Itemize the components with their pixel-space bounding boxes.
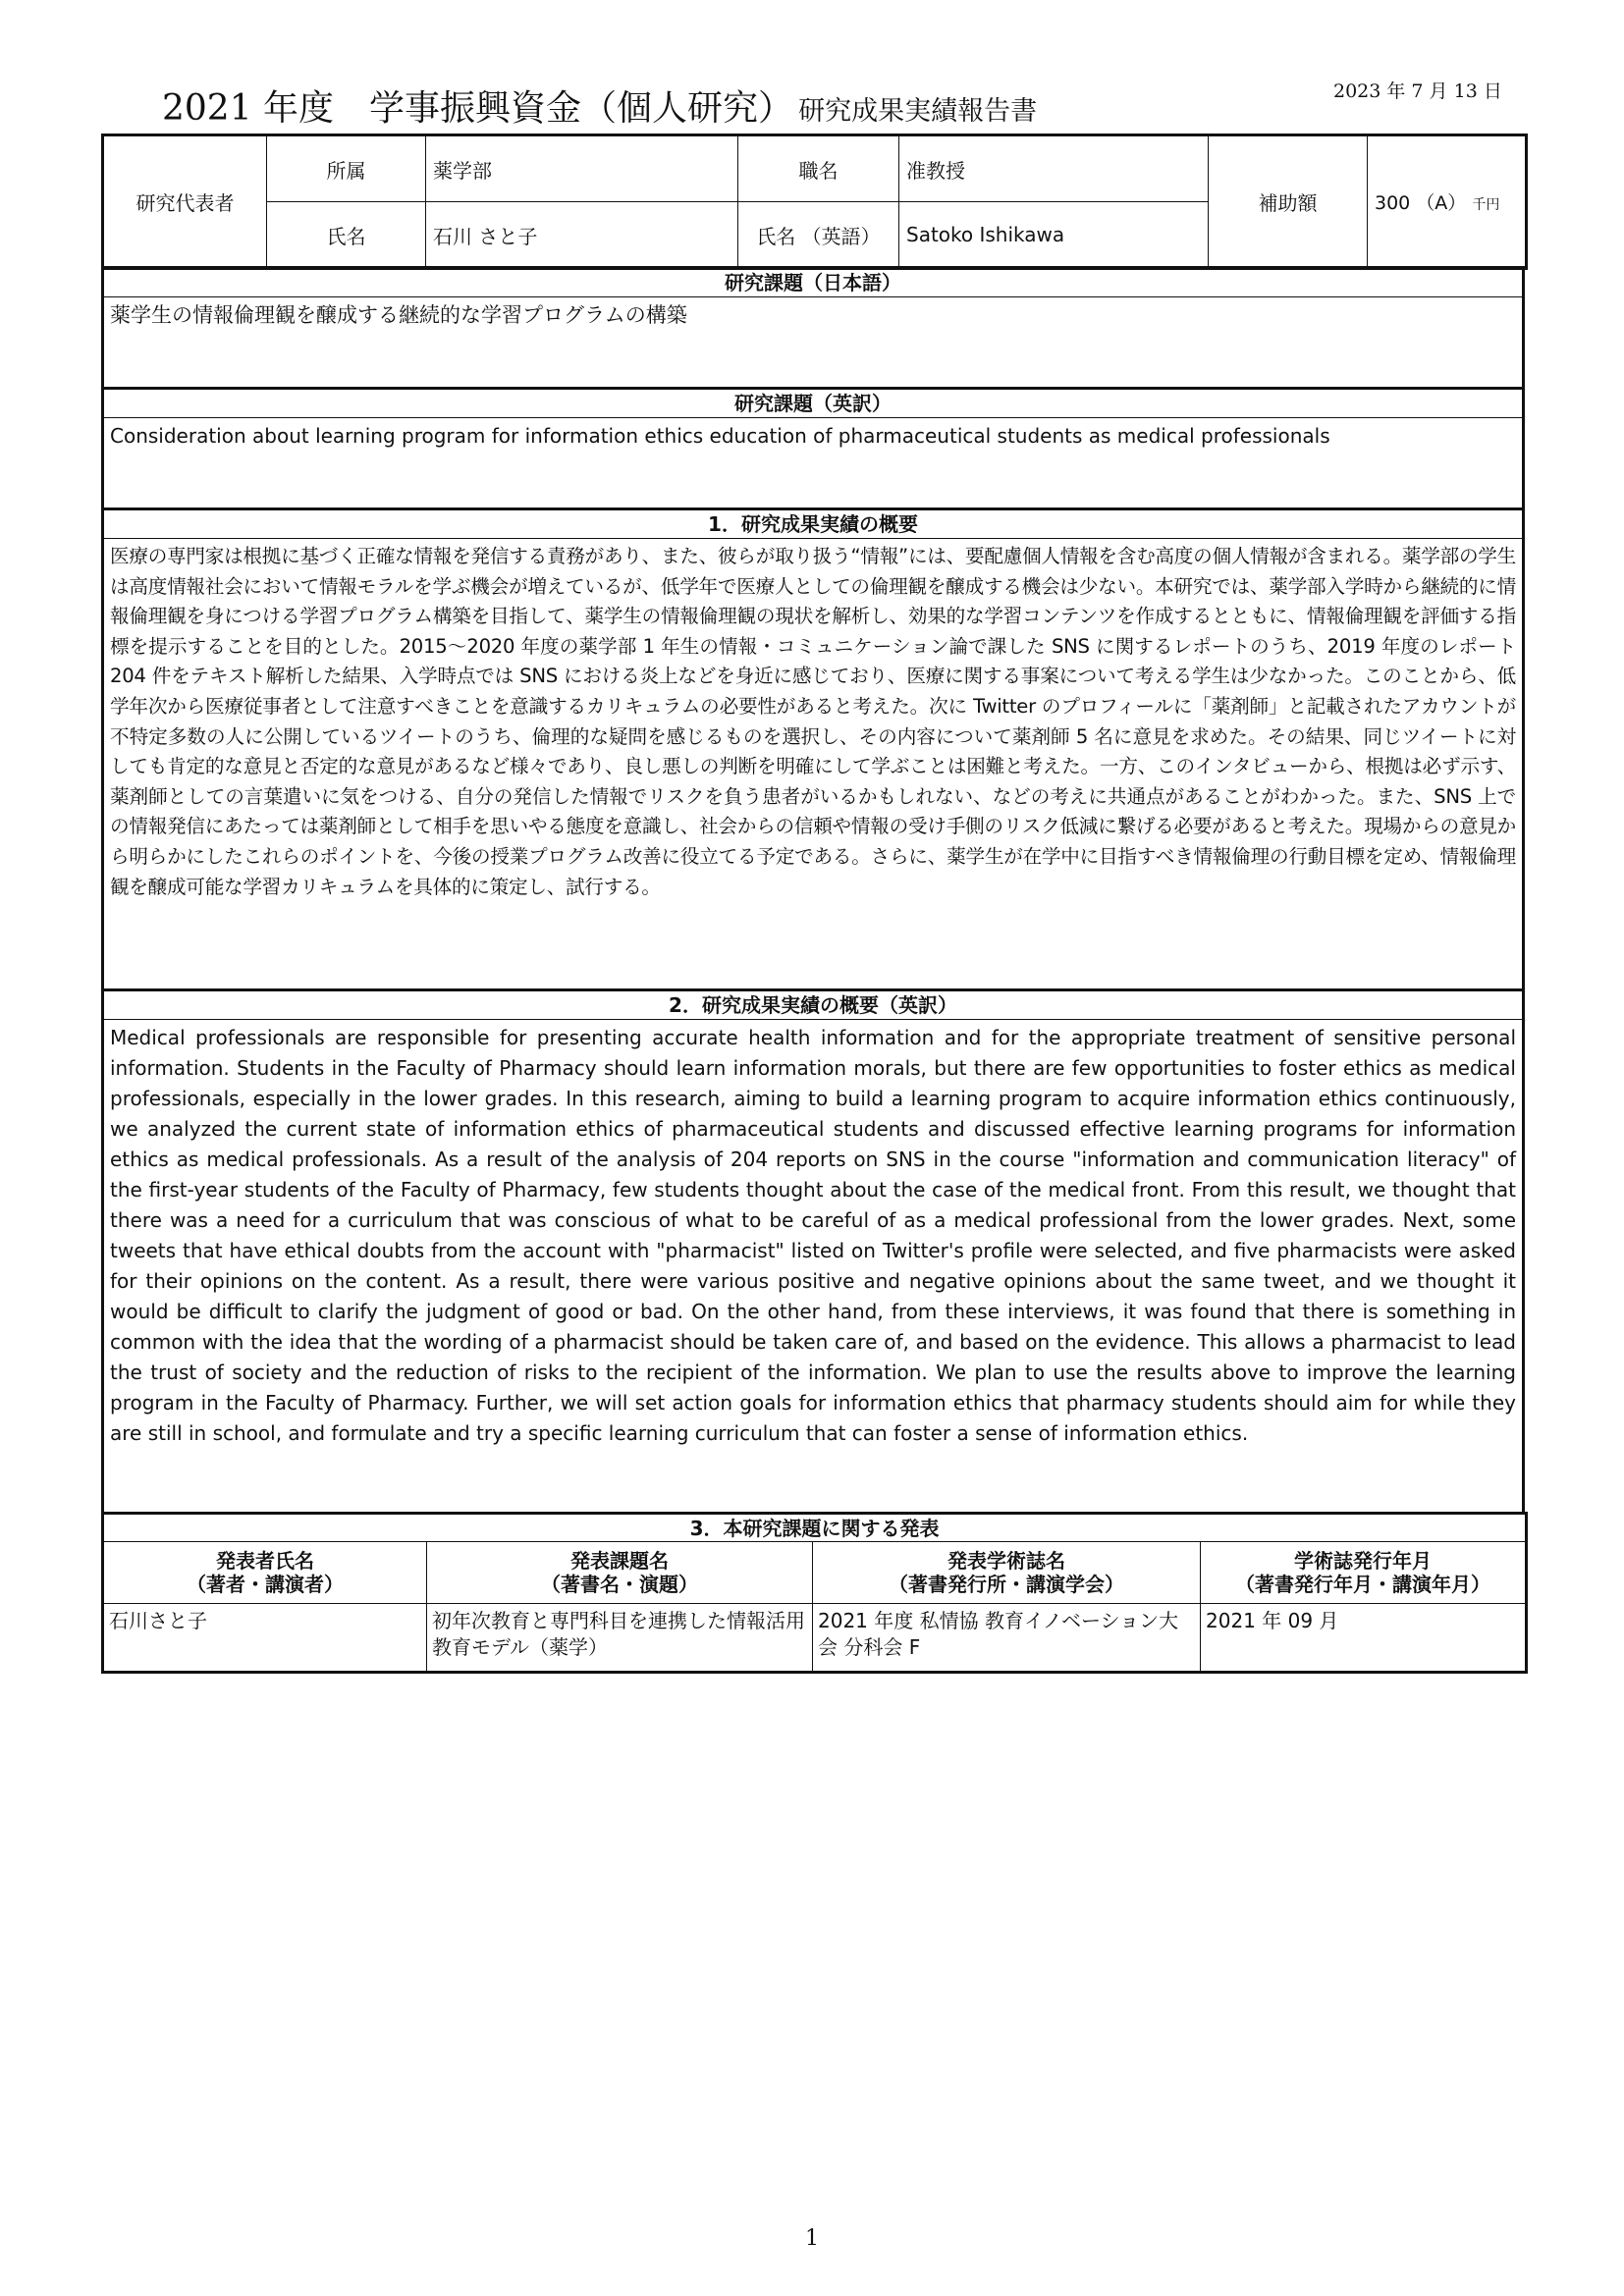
document-title-sub: 研究成果実績報告書 bbox=[798, 96, 1038, 127]
position-value: 准教授 bbox=[899, 135, 1209, 202]
summary-ja-text: 医療の専門家は根拠に基づく正確な情報を発信する責務があり、また、彼らが取り扱う“情報”には、要配慮個人情報を含む高度の個人情報が含まれる。薬学部の学生は高度情報社会において情報モラルを学ぶ機会が増えているが、低学年で医療人としての倫理観を醸成する機会は少ない。本研究では、薬学部入学時から継続的に情報倫理観を身につける学習プログラム構築を目指して、薬学生の情報倫理観の現状を解析し、効果的な学習コンテンツを作成するとともに、情報倫理観を評価する指標を提示することを目的とした。2015〜2020 年度の薬学部 1 年生の情報・コミュニケーション論で課した SNS に関するレポートのうち、2019 年度のレポート 204 件をテキスト解析した結果、入学時点では SNS における炎上などを身近に感じており、医療に関する事案について考える学生は少なかった。このことから、低学年次から医療従事者として注意すべきことを意識するカリキュラムの必要性があると考えた。次に Twitter のプロフィールに「薬剤師」と記載されたアカウントが不特定多数の人に公開しているツイートのうち、倫理的な疑問を感じるものを選択し、その内容について薬剤師 5 名に意見を求めた。その結果、同じツイートに対しても肯定的な意見と否定的な意見があるなど様々であり、良し悪しの判断を明確にして学ぶことは困難と考えた。一方、このインタビューから、根拠は必ず示す、薬剤師としての言葉遣いに気をつける、自分の発信した情報でリスクを負う患者がいるかもしれない、などの考えに共通点があることがわかった。また、SNS 上での情報発信にあたっては薬剤師として相手を思いやる態度を意識し、社会からの信頼や情報の受け手側のリスク低減に繋げる必要があると考えた。現場からの意見から明らかにしたこれらのポイントを、今後の授業プログラム改善に役立てる予定である。さらに、薬学生が在学中に目指すべき情報倫理の行動目標を定め、情報倫理観を醸成可能な学習カリキュラムを具体的に策定し、試行する。 bbox=[110, 545, 1516, 898]
section-title-en bbox=[101, 387, 1525, 510]
publications-heading: 3．本研究課題に関する発表 bbox=[103, 1514, 1527, 1542]
column-header-line2: （著書名・演題） bbox=[541, 1573, 698, 1596]
column-header-line2: （著書発行年月・講演年月） bbox=[1235, 1573, 1491, 1596]
name-en-value: Satoko Ishikawa bbox=[899, 202, 1209, 269]
section-heading: 研究課題（日本語） bbox=[104, 269, 1522, 297]
column-header-date bbox=[1201, 1542, 1527, 1604]
section-heading: 2．研究成果実績の概要（英訳） bbox=[104, 991, 1522, 1020]
column-header-line1: 発表学術誌名 bbox=[947, 1549, 1065, 1573]
document-title bbox=[162, 80, 1037, 131]
affiliation-value: 薬学部 bbox=[426, 135, 738, 202]
name-value: 石川 さと子 bbox=[426, 202, 738, 269]
affiliation-label: 所属 bbox=[267, 135, 426, 202]
column-header-line1: 発表課題名 bbox=[570, 1549, 669, 1573]
title-cell: 初年次教育と専門科目を連携した情報活用教育モデル（薬学） bbox=[427, 1604, 813, 1673]
position-label: 職名 bbox=[738, 135, 899, 202]
section-title-ja bbox=[101, 266, 1525, 390]
research-title-ja: 薬学生の情報倫理観を醸成する継続的な学習プログラムの構築 bbox=[110, 303, 687, 327]
presenter-cell: 石川さと子 bbox=[103, 1604, 427, 1673]
research-title-en: Consideration about learning program for information ethics education of pharmaceutical students as medical professionals bbox=[110, 424, 1330, 448]
section-heading: 研究課題（英訳） bbox=[104, 390, 1522, 418]
researcher-info-table bbox=[101, 133, 1528, 270]
column-header-presenter bbox=[103, 1542, 427, 1604]
column-header-venue bbox=[813, 1542, 1201, 1604]
column-header-line2: （著書発行所・講演学会） bbox=[889, 1573, 1124, 1596]
grant-amount bbox=[1368, 135, 1527, 269]
column-header-line2: （著者・講演者） bbox=[187, 1573, 344, 1596]
grant-unit: 千円 bbox=[1472, 197, 1500, 213]
date-cell: 2021 年 09 月 bbox=[1201, 1604, 1527, 1673]
document-title-main: 2021 年度 学事振興資金（個人研究） bbox=[162, 88, 794, 129]
venue-cell: 2021 年度 私情協 教育イノベーション大会 分科会 F bbox=[813, 1604, 1201, 1673]
column-header-line1: 学術誌発行年月 bbox=[1294, 1549, 1433, 1573]
grant-label: 補助額 bbox=[1209, 135, 1368, 269]
report-date: 2023 年 7 月 13 日 bbox=[1333, 80, 1502, 102]
publications-table bbox=[101, 1512, 1528, 1674]
section-summary-ja bbox=[101, 507, 1525, 991]
grant-value: 300 （A） bbox=[1375, 192, 1467, 214]
section-summary-en bbox=[101, 988, 1525, 1515]
name-label: 氏名 bbox=[267, 202, 426, 269]
table-row bbox=[103, 1604, 1527, 1673]
column-header-line1: 発表者氏名 bbox=[216, 1549, 314, 1573]
summary-en-text: Medical professionals are responsible for presenting accurate health information and for the appropriate treatment of sensitive personal information. Students in the Faculty of Pharmacy should learn information morals, but there are few opportunities to foster ethics as medical professionals, especially in the lower grades. In this research, aiming to build a learning program to acquire information ethics continuously, we analyzed the current state of information ethics of pharmaceutical students and discussed effective learning programs for information ethics as medical professionals. As a result of the analysis of 204 reports on SNS in the course "information and communication literacy" of the first-year students of the Faculty of Pharmacy, few students thought about the case of the medical front. From this result, we thought that there was a need for a curriculum that was conscious of what to be careful of as a medical professional from the lower grades. Next, some tweets that have ethical doubts from the account with "pharmacist" listed on Twitter's profile were selected, and five pharmacists were asked for their opinions on the content. As a result, there were various positive and negative opinions about the same tweet, and we thought it would be difficult to clarify the judgment of good or bad. On the other hand, from these interviews, it was found that there is something in common with the idea that the wording of a pharmacist should be taken care of, and based on the evidence. This allows a pharmacist to lead the trust of society and the reduction of risks to the recipient of the information. We plan to use the results above to improve the learning program in the Faculty of Pharmacy. Further, we will set action goals for information ethics that pharmacy students should aim for while they are still in school, and formulate and try a specific learning curriculum that can foster a sense of information ethics. bbox=[110, 1026, 1516, 1445]
representative-label: 研究代表者 bbox=[103, 135, 267, 269]
name-en-label: 氏名 （英語） bbox=[738, 202, 899, 269]
section-heading: 1．研究成果実績の概要 bbox=[104, 510, 1522, 539]
column-header-title bbox=[427, 1542, 813, 1604]
page-number: 1 bbox=[805, 2226, 819, 2251]
